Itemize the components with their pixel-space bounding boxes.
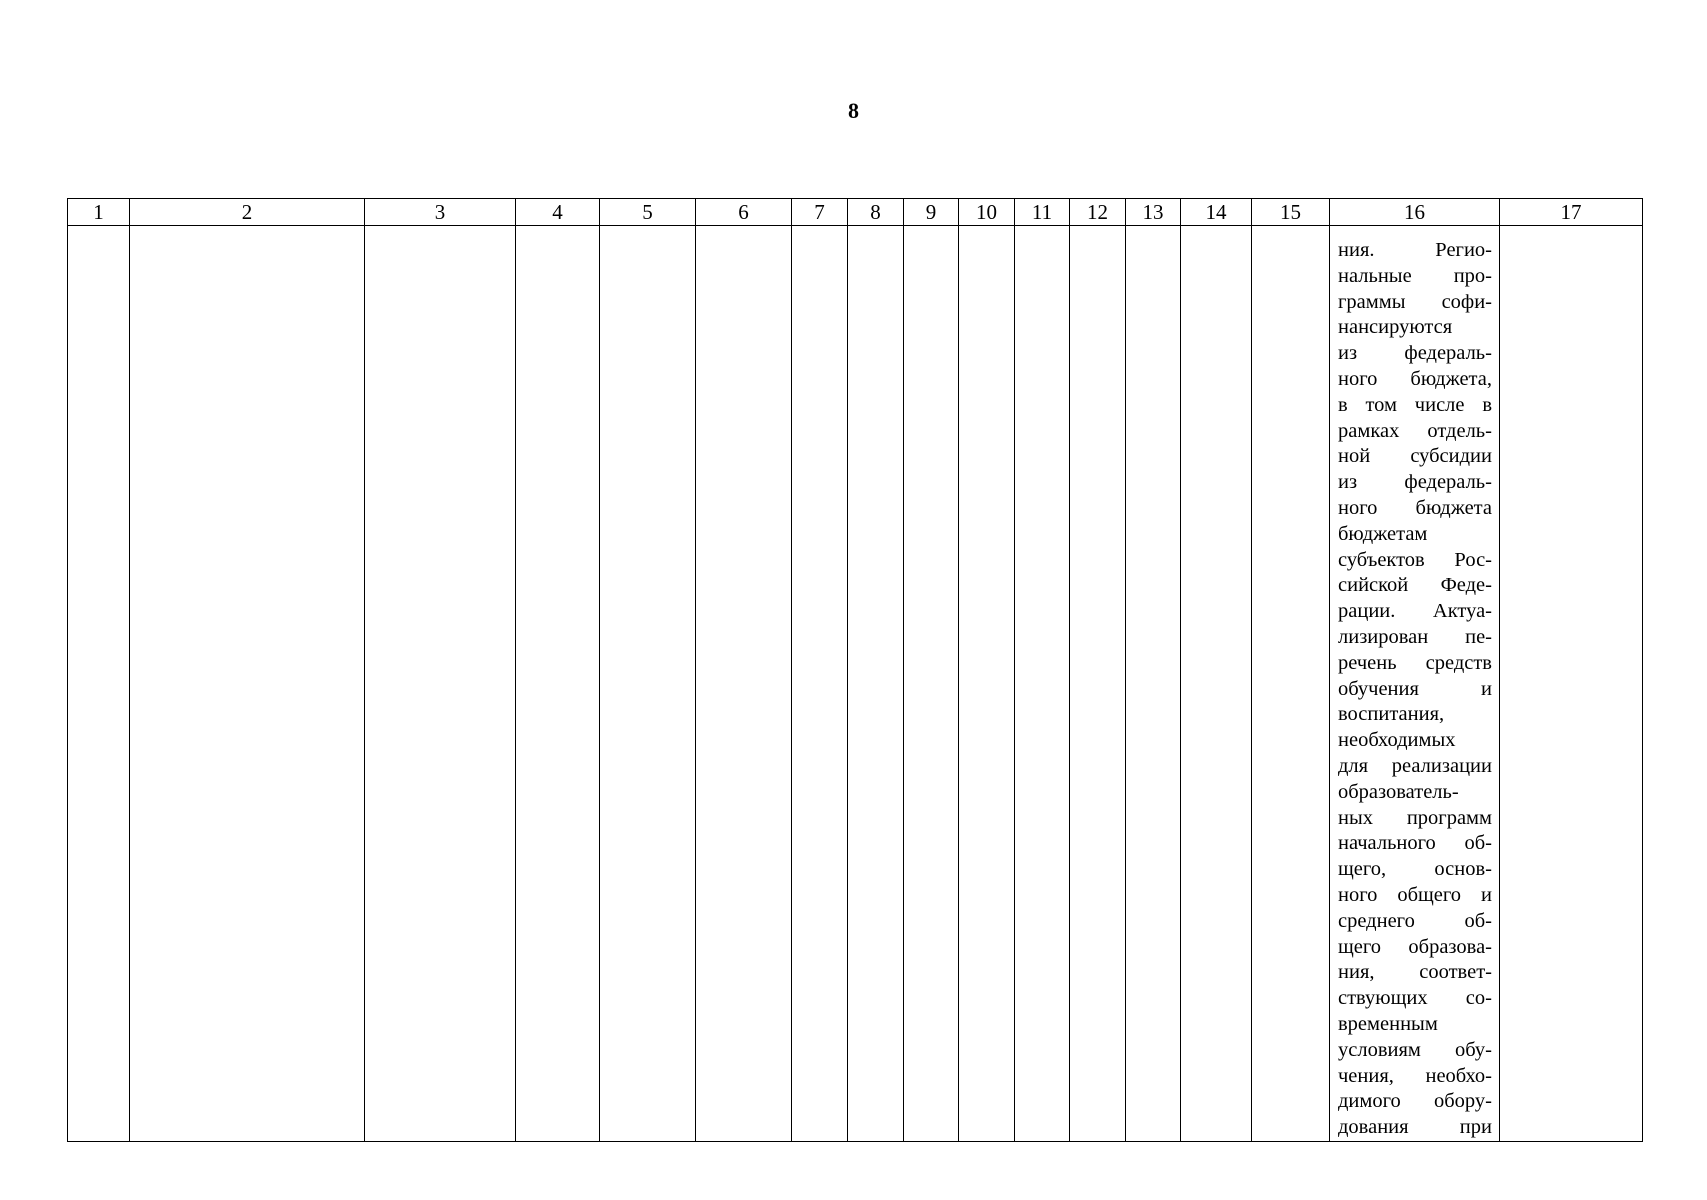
- text-line: речень средств: [1338, 651, 1492, 674]
- text-line: временным: [1338, 1012, 1438, 1035]
- header-col-2: 2: [130, 199, 365, 226]
- text-line: димого обору-: [1338, 1090, 1492, 1113]
- text-line: образователь-: [1338, 780, 1459, 803]
- cell-col-16-text: [1330, 226, 1500, 1142]
- text-line: дования при: [1338, 1116, 1492, 1139]
- text-line: условиям обу-: [1338, 1038, 1492, 1061]
- text-line: граммы софи-: [1338, 290, 1492, 313]
- header-row: [68, 199, 1643, 226]
- text-line: рации. Актуа-: [1338, 600, 1492, 623]
- text-line: для реализации: [1338, 754, 1492, 777]
- cell-col-11: [1015, 226, 1070, 1142]
- text-line: необходимых: [1338, 729, 1456, 752]
- header-col-1: 1: [68, 199, 130, 226]
- cell-col-14: [1181, 226, 1252, 1142]
- cell-col-10: [959, 226, 1015, 1142]
- table-row: [68, 226, 1643, 1142]
- text-line: начального об-: [1338, 832, 1492, 855]
- cell-col-1: [68, 226, 130, 1142]
- header-col-4: 4: [516, 199, 600, 226]
- cell-col-3: [365, 226, 516, 1142]
- header-col-14: 14: [1181, 199, 1252, 226]
- cell-col-12: [1070, 226, 1126, 1142]
- header-col-8: 8: [848, 199, 904, 226]
- cell-col-17: [1500, 226, 1643, 1142]
- header-col-12: 12: [1070, 199, 1126, 226]
- text-line: нальные про-: [1338, 264, 1492, 287]
- text-line: ного бюджета,: [1338, 367, 1492, 390]
- text-line: из федераль-: [1338, 471, 1492, 494]
- cell-col-7: [792, 226, 848, 1142]
- header-col-10: 10: [959, 199, 1015, 226]
- text-line: лизирован пе-: [1338, 625, 1492, 648]
- text-line: щего образова-: [1338, 935, 1492, 958]
- cell-col-4: [516, 226, 600, 1142]
- text-line: ного общего и: [1338, 883, 1492, 906]
- text-line: воспитания,: [1338, 703, 1445, 726]
- text-line: чения, необхо-: [1338, 1064, 1492, 1087]
- text-line: ствующих со-: [1338, 987, 1492, 1010]
- header-col-17: 17: [1500, 199, 1643, 226]
- header-col-9: 9: [904, 199, 959, 226]
- header-col-11: 11: [1015, 199, 1070, 226]
- header-col-3: 3: [365, 199, 516, 226]
- cell-col-8: [848, 226, 904, 1142]
- text-line: ных программ: [1338, 806, 1492, 829]
- header-col-7: 7: [792, 199, 848, 226]
- text-line: бюджетам: [1338, 522, 1428, 545]
- cell-col-6: [696, 226, 792, 1142]
- cell-col-5: [600, 226, 696, 1142]
- text-line: щего, основ-: [1338, 858, 1492, 881]
- text-line: сийской Феде-: [1338, 574, 1492, 597]
- text-line: нансируются: [1338, 316, 1453, 339]
- header-col-6: 6: [696, 199, 792, 226]
- header-col-15: 15: [1252, 199, 1330, 226]
- cell-col-2: [130, 226, 365, 1142]
- text-line: ния. Регио-: [1338, 239, 1492, 261]
- text-line: ния, соответ-: [1338, 961, 1492, 984]
- header-col-16: 16: [1330, 199, 1500, 226]
- text-line: среднего об-: [1338, 909, 1492, 932]
- page-number: 8: [848, 98, 859, 123]
- header-col-13: 13: [1126, 199, 1181, 226]
- text-line: ной субсидии: [1338, 445, 1492, 468]
- document-table: [67, 198, 1643, 1142]
- text-line: в том числе в: [1338, 393, 1492, 416]
- text-line: рамках отдель-: [1338, 419, 1492, 442]
- cell-col-9: [904, 226, 959, 1142]
- cell-col-13: [1126, 226, 1181, 1142]
- text-line: субъектов Рос-: [1338, 548, 1492, 571]
- cell-col-15: [1252, 226, 1330, 1142]
- text-line: из федераль-: [1338, 342, 1492, 365]
- header-col-5: 5: [600, 199, 696, 226]
- text-line: ного бюджета: [1338, 496, 1492, 519]
- text-line: обучения и: [1338, 677, 1492, 700]
